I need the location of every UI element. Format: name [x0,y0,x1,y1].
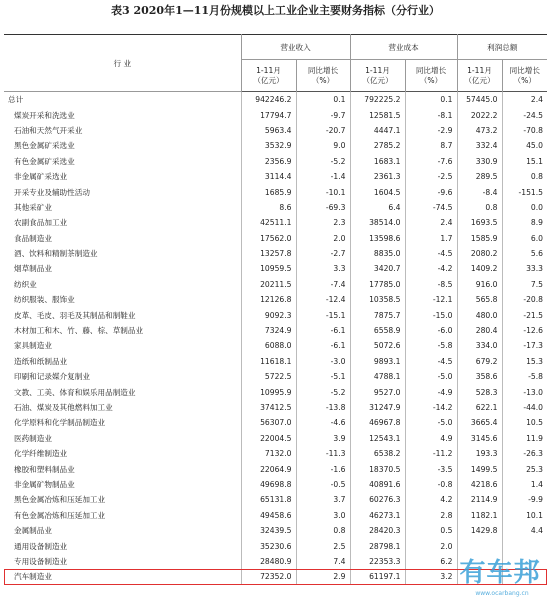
cost-growth: -4.5 [405,354,457,369]
table-row [4,92,547,108]
industry-name: 专用设备制造业 [4,554,241,569]
cost-growth: -5.0 [405,369,457,384]
revenue-value: 11618.1 [241,354,296,369]
profit-growth: -151.5 [518,187,543,197]
revenue-growth: 2.3 [296,215,350,230]
cost-growth: 6.2 [405,554,457,569]
revenue-value: 13257.8 [241,246,296,261]
industry-name: 纺织服装、服饰业 [4,292,241,307]
table-row [4,369,547,384]
table-row [4,184,547,199]
cost-value: 9527.0 [350,384,405,399]
table-row [4,123,547,138]
revenue-growth: -1.6 [296,461,350,476]
industry-name: 木材加工和木、竹、藤、棕、草制品业 [4,323,241,338]
table-row [4,431,547,446]
cost-value: 61197.1 [350,569,405,584]
cost-value: 2361.3 [350,169,405,184]
revenue-growth: 3.0 [296,508,350,523]
table-row [4,338,547,353]
revenue-growth: 2.9 [296,569,350,584]
revenue-value: 12126.8 [241,292,296,307]
profit-value: 1429.8 [457,523,502,538]
revenue-growth: -12.4 [296,292,350,307]
cost-value: 46967.8 [350,415,405,430]
cost-period-header: 1-11月 （亿元） [350,60,405,92]
table-row [4,138,547,153]
cost-growth: -2.9 [405,123,457,138]
profit-value: 358.6 [457,369,502,384]
table-row [4,261,547,276]
revenue-growth: -5.1 [296,369,350,384]
table-row [4,477,547,492]
profit-growth: -12.6 [523,326,543,336]
industry-name: 烟草制品业 [4,261,241,276]
table-row [4,523,547,538]
profit-value: 0.8 [457,200,502,215]
revenue-value: 8.6 [241,200,296,215]
profit-growth: -20.8 [523,295,543,305]
profit-growth: 0.8 [530,172,543,182]
revenue-growth: -1.4 [296,169,350,184]
revenue-growth: -5.2 [296,384,350,399]
cost-value: 17785.0 [350,277,405,292]
cost-value: 3420.7 [350,261,405,276]
profit-value: 565.8 [457,292,502,307]
profit-value: 2114.9 [457,492,502,507]
profit-value: 2022.2 [457,107,502,122]
cost-growth: 4.2 [405,492,457,507]
cost-growth: -8.1 [405,107,457,122]
revenue-value: 56307.0 [241,415,296,430]
industry-name: 纺织业 [4,277,241,292]
cost-value: 4788.1 [350,369,405,384]
revenue-value: 17562.0 [241,231,296,246]
revenue-value: 32439.5 [241,523,296,538]
revenue-growth: -7.4 [296,277,350,292]
revenue-value: 49458.6 [241,508,296,523]
cost-value: 13598.6 [350,231,405,246]
cost-value: 8835.0 [350,246,405,261]
revenue-value: 22064.9 [241,461,296,476]
industry-name: 酒、饮料和精制茶制造业 [4,246,241,261]
industry-name: 文教、工美、体育和娱乐用品制造业 [4,384,241,399]
profit-value: 3665.4 [457,415,502,430]
profit-growth: 15.1 [526,156,543,166]
revenue-growth: 0.8 [296,523,350,538]
cost-value: 28798.1 [350,538,405,553]
cost-growth: -8.5 [405,277,457,292]
table-row [4,384,547,399]
cost-growth: -3.5 [405,461,457,476]
profit-value: 1182.1 [457,508,502,523]
cost-growth: -7.6 [405,154,457,169]
revenue-growth: -3.0 [296,354,350,369]
cost-growth: 0.1 [405,92,457,108]
cost-value: 18370.5 [350,461,405,476]
cost-growth: -5.0 [405,415,457,430]
cost-value: 46273.1 [350,508,405,523]
industry-name: 煤炭开采和洗选业 [4,107,241,122]
industry-name: 石油和天然气开采业 [4,123,241,138]
revenue-growth: -13.8 [296,400,350,415]
table-row [4,492,547,507]
industry-name: 造纸和纸制品业 [4,354,241,369]
revenue-value: 9092.3 [241,307,296,322]
profit-value: 2080.2 [457,246,502,261]
table-row [4,246,547,261]
industry-name: 非金属矿采选业 [4,169,241,184]
cost-growth: 0.5 [405,523,457,538]
cost-value: 4447.1 [350,123,405,138]
cost-growth: 3.2 [405,569,457,584]
revenue-growth-header: 同比增长 （%） [296,60,350,92]
profit-growth: 2.4 [530,95,543,105]
cost-growth: -14.2 [405,400,457,415]
revenue-value: 49698.8 [241,477,296,492]
industry-name: 金属制品业 [4,523,241,538]
profit-value: 1585.9 [457,231,502,246]
profit-value: 1499.5 [457,461,502,476]
watermark-url: www.ocarbang.cn [475,590,529,597]
cost-value: 28420.3 [350,523,405,538]
revenue-growth: -6.1 [296,338,350,353]
revenue-growth: -9.7 [296,107,350,122]
cost-value: 12543.1 [350,431,405,446]
cost-value: 1683.1 [350,154,405,169]
table-row [4,400,547,415]
cost-growth-header: 同比增长 （%） [405,60,457,92]
revenue-growth: -69.3 [296,200,350,215]
revenue-value: 35230.6 [241,538,296,553]
profit-growth: -21.5 [523,310,543,320]
revenue-value: 3114.4 [241,169,296,184]
revenue-growth: 3.9 [296,431,350,446]
revenue-growth: -10.1 [296,184,350,199]
revenue-value: 10995.9 [241,384,296,399]
profit-value: 4218.6 [457,477,502,492]
revenue-growth: 0.1 [296,92,350,108]
cost-value: 5072.6 [350,338,405,353]
cost-growth: -5.8 [405,338,457,353]
revenue-growth: 7.4 [296,554,350,569]
industry-name: 食品制造业 [4,231,241,246]
profit-growth-header: 同比增长 （%） [509,65,540,85]
cost-value: 38514.0 [350,215,405,230]
cost-value: 31247.9 [350,400,405,415]
revenue-value: 20211.5 [241,277,296,292]
profit-value: 679.2 [457,354,502,369]
profit-growth: 6.0 [530,233,543,243]
cost-growth: 1.7 [405,231,457,246]
cost-growth: 2.8 [405,508,457,523]
table-row [4,354,547,369]
table-title: 表3 2020年1—11月份规模以上工业企业主要财务指标（分行业） [110,4,441,17]
revenue-value: 1685.9 [241,184,296,199]
industry-name: 黑色金属冶炼和压延加工业 [4,492,241,507]
revenue-value: 7132.0 [241,446,296,461]
industry-name: 农副食品加工业 [4,215,241,230]
revenue-growth: 3.7 [296,492,350,507]
revenue-value: 17794.7 [241,107,296,122]
cost-growth: -6.0 [405,323,457,338]
cost-value: 9893.1 [350,354,405,369]
profit-growth: 10.5 [526,418,543,428]
industry-name: 皮革、毛皮、羽毛及其制品和制鞋业 [4,307,241,322]
cost-value: 6558.9 [350,323,405,338]
profit-value: 622.1 [457,400,502,415]
cost-growth: -12.1 [405,292,457,307]
profit-growth: 1.4 [530,479,543,489]
profit-value: 280.4 [457,323,502,338]
cost-growth: -4.5 [405,246,457,261]
cost-growth: -9.6 [405,184,457,199]
cost-growth: -4.2 [405,261,457,276]
profit-header: 利润总额 [457,35,547,60]
revenue-growth: -15.1 [296,307,350,322]
table-row [4,508,547,523]
profit-growth: 25.3 [526,464,543,474]
revenue-value: 2356.9 [241,154,296,169]
profit-growth: -26.3 [523,449,543,459]
cost-value: 40891.6 [350,477,405,492]
profit-growth: 0.0 [530,202,543,212]
revenue-growth: -5.2 [296,154,350,169]
industry-name: 汽车制造业 [4,569,241,584]
industry-name: 有色金属矿采选业 [4,154,241,169]
profit-value: 193.3 [457,446,502,461]
industry-name: 总计 [4,92,241,108]
industry-name: 石油、煤炭及其他燃料加工业 [4,400,241,415]
revenue-growth: -11.3 [296,446,350,461]
profit-growth: 7.5 [530,279,543,289]
revenue-growth: 9.0 [296,138,350,153]
revenue-period-header: 1-11月 （亿元） [241,60,296,92]
profit-growth: 4.4 [530,526,543,536]
revenue-growth: 2.5 [296,538,350,553]
profit-value: 1693.5 [457,215,502,230]
profit-value: 334.0 [457,338,502,353]
profit-growth: -9.9 [528,495,543,505]
table-row [4,231,547,246]
profit-growth: -70.8 [523,125,543,135]
profit-growth: 45.0 [526,141,543,151]
cost-value: 22353.3 [350,554,405,569]
industry-name: 化学原料和化学制品制造业 [4,415,241,430]
revenue-growth: 3.3 [296,261,350,276]
financial-table [4,34,547,585]
industry-header: 行 业 [4,35,241,92]
cost-growth: 2.0 [405,538,457,553]
table-row [4,307,547,322]
revenue-value: 942246.2 [241,92,296,108]
table-row [4,277,547,292]
profit-growth: 33.3 [526,264,543,274]
table-row [4,461,547,476]
table-row [4,415,547,430]
revenue-value: 5722.5 [241,369,296,384]
revenue-value: 6088.0 [241,338,296,353]
cost-growth: -0.8 [405,477,457,492]
revenue-growth: 2.0 [296,231,350,246]
industry-name: 非金属矿物制品业 [4,477,241,492]
revenue-header: 营业收入 [241,35,350,60]
revenue-value: 5963.4 [241,123,296,138]
cost-header: 营业成本 [350,35,457,60]
industry-name: 开采专业及辅助性活动 [4,184,241,199]
cost-value: 12581.5 [350,107,405,122]
cost-growth: -11.2 [405,446,457,461]
industry-name: 其他采矿业 [4,200,241,215]
profit-value: 3145.6 [457,431,502,446]
profit-value: -8.4 [457,184,502,199]
cost-growth: -74.5 [405,200,457,215]
profit-period-header: 1-11月 （亿元） [457,60,502,92]
industry-name: 有色金属冶炼和压延加工业 [4,508,241,523]
profit-value: 289.5 [457,169,502,184]
cost-growth: 4.9 [405,431,457,446]
profit-value: 1409.2 [457,261,502,276]
revenue-value: 10959.5 [241,261,296,276]
industry-name: 家具制造业 [4,338,241,353]
revenue-growth: -4.6 [296,415,350,430]
profit-value: 473.2 [457,123,502,138]
cost-value: 7875.7 [350,307,405,322]
cost-value: 10358.5 [350,292,405,307]
revenue-growth: -2.7 [296,246,350,261]
table-row [4,107,547,122]
table-row [4,323,547,338]
profit-growth: -5.8 [528,372,543,382]
profit-value: 332.4 [457,138,502,153]
revenue-value: 42511.1 [241,215,296,230]
cost-growth: -2.5 [405,169,457,184]
cost-value: 6538.2 [350,446,405,461]
profit-growth: -44.0 [523,403,543,412]
table-row [4,200,547,215]
cost-growth: -4.9 [405,384,457,399]
industry-name: 橡胶和塑料制品业 [4,461,241,476]
cost-value: 60276.3 [350,492,405,507]
profit-growth: -17.3 [523,341,543,351]
cost-value: 6.4 [350,200,405,215]
profit-growth: 8.9 [530,218,543,228]
profit-growth: 11.9 [526,433,543,443]
profit-growth: 15.3 [526,356,543,366]
cost-value: 2785.2 [350,138,405,153]
revenue-value: 22004.5 [241,431,296,446]
table-row [4,169,547,184]
revenue-growth: -6.1 [296,323,350,338]
revenue-growth: -20.7 [296,123,350,138]
cost-growth: 2.4 [405,215,457,230]
revenue-value: 7324.9 [241,323,296,338]
cost-value: 1604.5 [350,184,405,199]
revenue-value: 28480.9 [241,554,296,569]
table-body [4,92,547,585]
table-row [4,215,547,230]
revenue-value: 3532.9 [241,138,296,153]
profit-growth: 5.6 [530,249,543,259]
table-row [4,292,547,307]
cost-value: 792225.2 [350,92,405,108]
profit-growth: -24.5 [523,110,543,120]
profit-value: 916.0 [457,277,502,292]
revenue-value: 65131.8 [241,492,296,507]
industry-name: 通用设备制造业 [4,538,241,553]
industry-name: 黑色金属矿采选业 [4,138,241,153]
industry-name: 医药制造业 [4,431,241,446]
cost-growth: -15.0 [405,307,457,322]
profit-value: 330.9 [457,154,502,169]
revenue-value: 72352.0 [241,569,296,584]
cost-growth: 8.7 [405,138,457,153]
profit-value: 480.0 [457,307,502,322]
revenue-growth: -0.5 [296,477,350,492]
revenue-value: 37412.5 [241,400,296,415]
profit-growth: -13.0 [523,387,543,397]
industry-name: 印刷和记录媒介复制业 [4,369,241,384]
profit-value: 528.3 [457,384,502,399]
watermark-logo: 有车邦 [459,558,541,588]
table-row [4,446,547,461]
profit-growth: 10.1 [526,510,543,520]
table-row [4,154,547,169]
profit-value: 57445.0 [457,92,502,108]
industry-name: 化学纤维制造业 [4,446,241,461]
